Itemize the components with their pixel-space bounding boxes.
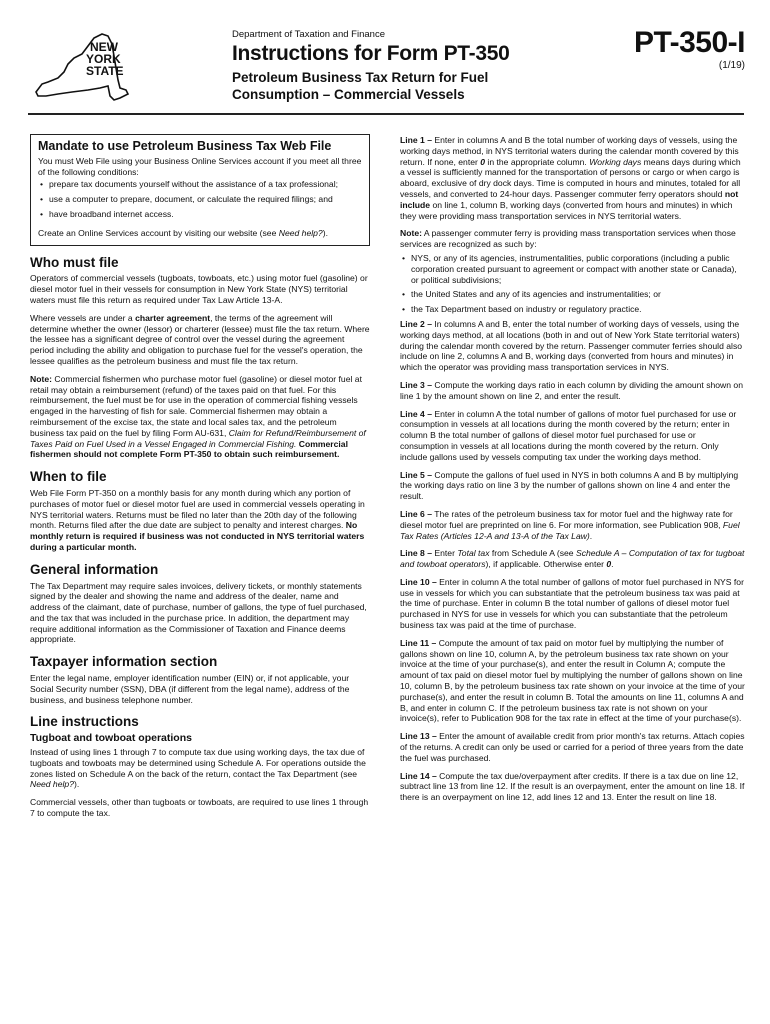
section-heading-line-instructions: Line instructions [30, 714, 139, 730]
tugboat-text: Instead of using lines 1 through 7 to compute tax due using working days, the tax due of tugboats and towboats may be determined using Schedule A. For operations outside the zones listed on Schedule A on the back of the return, contact the Tax Department (see Need help?). [30, 747, 366, 790]
need-help-link[interactable]: Need help? [30, 779, 74, 790]
who-must-file-text: Operators of commercial vessels (tugboats, towboats, etc.) using motor fuel (gasoline) or diesel motor fuel in their vessels for consumption in New York State (NYS) territorial waters must file this return as required under Tax Law Article 13-A. [30, 273, 368, 305]
ferry-note: Note: A passenger commuter ferry is providing mass transportation services when those services are recognized as such by: [400, 228, 736, 250]
general-information-text: The Tax Department may require sales invoices, delivery tickets, or monthly statements signed by the dealer and showing the name and address of the dealer, name and address of the claimant, date of purchase, number of gallons, the type of fuel purchased, and the tax that was included in the purchase price. In addition, the department may require additional information as the Commissioner of Taxation and Finance deems appropriate. [30, 580, 367, 645]
ferry-note-list [400, 253, 745, 315]
line-1-instruction: Line 1 – Enter in columns A and B the total number of working days of vessels, using the working days method, in NYS territorial waters during the calendar month covered by this return. If none, enter 0 in the appropriate column. Working days means days during which a vessel is sufficiently manned for the transportation of persons or cargo or when cargo is aboard, exclusive of dry dock days. Time is computed in hours and minutes, totaled for all vessels, and converted to 24-hour days. Passenger commuter ferry operators should not include on line 1, column B, working days (converted from hours and minutes) in which they were providing mass transportation services in NYS territorial waters. [400, 135, 741, 221]
line-8-instruction: Line 8 – Enter Total tax from Schedule A (see Schedule A – Computation of tax for tugboat and towboat operators), if applicable. Otherwise enter 0. [400, 548, 745, 570]
mandate-box [30, 134, 370, 246]
section-heading-taxpayer-information: Taxpayer information section [30, 654, 218, 670]
form-code: PT-350-I [633, 26, 745, 59]
mandate-create-account: Create an Online Services account by visiting our website (see Need help?). [38, 227, 328, 238]
need-help-link[interactable]: Need help? [278, 227, 323, 238]
when-to-file-text: Web File Form PT-350 on a monthly basis for any month during which any portion of purchases of motor fuel or diesel motor fuel are used in commercial vessels operating in NYS territorial waters. Returns must be filed no later than the 20th day of the following month. Returns filed after the due date are subject to penalty and interest charges. No monthly return is required if business was not conducted in NYS territorial waters during a particular month. [30, 487, 365, 552]
ferry-note-item: • NYS, or any of its agencies, instrumentalities, public corporations (including a public corporation created pursuant to agreement or compact with another state or Canada), or political subdivisions; [411, 253, 745, 285]
line-5-instruction: Line 5 – Compute the gallons of fuel used in NYS in both columns A and B by multiplying the working days ratio on line 3 by the number of gallons shown on line 4 and enter the result. [400, 469, 739, 502]
mandate-intro: You must Web File using your Business Online Services account if you meet all three of the following conditions: [38, 155, 362, 177]
revision-date: (1/19) [718, 60, 745, 71]
charter-agreement-text: Where vessels are under a charter agreement, the terms of the agreement will determine whether the owner (lessor) or charterer (lessee) must file the tax return. Where the lessee has a significant degree of control over the vessel during the agreement period including the ability and obligation to purchase fuel for the vessel's operation, the lessee qualifies as the petroleum business and must file the tax return. [30, 312, 370, 366]
page-title: Instructions for Form PT-350 [232, 42, 510, 65]
mandate-condition: • use a computer to prepare, document, or calculate the required filings; and [49, 194, 362, 205]
subheading-tugboat: Tugboat and towboat operations [30, 732, 192, 745]
ferry-note-item: • the Tax Department based on industry or regulatory practice. [411, 304, 745, 315]
logo-text-state: STATE [86, 64, 124, 78]
line-6-instruction: Line 6 – The rates of the petroleum business tax for motor fuel and the highway rate for diesel motor fuel are preprinted on line 6. For more information, see Publication 908, Fuel Tax Rates (Articles 12-A and 13-A of the Tax Law). [400, 508, 740, 541]
section-heading-when-to-file: When to file [30, 469, 107, 485]
fishermen-note: Note: Commercial fishermen who purchase motor fuel (gasoline) or diesel motor fuel at retail may obtain a reimbursement (refund) of the taxes paid on that fuel. For this reimbursement, the fuel must be for use in the operation of commercial fishing vessels engaged in the harvesting of fish for sale. Commercial fishermen may obtain a reimbursement of the excise tax, the state and local sales tax, and the petroleum business tax paid on the fuel by filing Form AU-631, Claim for Refund/Reimbursement of Taxes Paid on Fuel Used in a Vessel Engaged in Commercial Fishing. Commercial fishermen should not complete Form PT-350 to obtain such reimbursement. [30, 373, 366, 460]
mandate-conditions [38, 179, 362, 219]
line-10-instruction: Line 10 – Enter in column A the total number of gallons of motor fuel purchased in NYS for use in vessels for which you can substantiate that the petroleum business tax was paid at the time of purchase. Enter in column B the total number of gallons of diesel motor fuel purchased in NYS for use in vessels for which you can substantiate that the petroleum business tax was paid at the time of purchase. [400, 576, 744, 631]
line-14-instruction: Line 14 – Compute the tax due/overpayment after credits. If there is a tax due on line 12, subtract line 13 from line 12. If the result is an overpayment, enter the amount on line 18. If there is an overpayment on line 12, add lines 12 and 13. Enter the result on line 18. [400, 770, 745, 803]
line-13-instruction: Line 13 – Enter the amount of available credit from prior month's tax returns. Attach copies of the returns. A credit can only be used or carried for a period of three years from the date the fuel was purchased. [400, 731, 745, 763]
left-column [30, 134, 370, 826]
ferry-note-item: • the United States and any of its agencies and instrumentalities; or [411, 289, 745, 300]
section-heading-who-must-file: Who must file [30, 254, 119, 270]
header-divider [28, 113, 744, 115]
line-3-instruction: Line 3 – Compute the working days ratio in each column by dividing the amount shown on line 1 by the amount shown on line 2, and enter the result. [400, 379, 743, 401]
mandate-heading: Mandate to use Petroleum Business Tax Web File [38, 139, 332, 153]
right-column [400, 135, 745, 810]
section-heading-general-information: General information [30, 561, 159, 577]
new-york-state-logo [28, 22, 138, 108]
mandate-condition: • have broadband internet access. [49, 209, 362, 220]
taxpayer-information-text: Enter the legal name, employer identification number (EIN) or, if not applicable, your Social Security number (SSN), DBA (if different from the legal name), address of the business, and business telephone number. [30, 673, 350, 705]
logo-text-york: YORK [86, 52, 121, 66]
mandate-condition: • prepare tax documents yourself without the assistance of a tax professional; [49, 179, 362, 190]
line-4-instruction: Line 4 – Enter in column A the total number of gallons of motor fuel purchased for use or consumption in vessels at all locations during the month covered by the return; enter in column B the total number of gallons of diesel motor fuel purchased for use or consumption in vessels at all locations during the month covered by the return. Only include gallons used by vessels computing tax under the working days method. [400, 408, 737, 462]
logo-text-new: NEW [90, 40, 118, 54]
page-subtitle: Petroleum Business Tax Return for Fuel Consumption – Commercial Vessels [232, 70, 489, 102]
line-2-instruction: Line 2 – In columns A and B, enter the total number of working days of vessels, using the working days method, at all locations (both in and out of New York State territorial waters) during the calendar month covered by the return. Passenger commuter ferries should also include on line 2, columns A and B, working days (converted from hours and minutes) in which the operator was providing mass transportation services in NYS. [400, 318, 743, 373]
line-11-instruction: Line 11 – Compute the amount of tax paid on motor fuel by multiplying the number of gallons shown on line 10, column A, by the petroleum business tax rate shown on your invoice at the time of your purchase(s), and enter the result in Column A; compute the amount of tax paid on diesel motor fuel by multiplying the number of gallons shown on line 10, column B, by the petroleum business tax rate shown on your invoice at the time of your purchase(s), and enter the result in column B. Total the amounts on line 11, columns A and B, and enter in column C. If the petroleum business tax rate is not shown on your invoice(s), refer to Publication 908 for the tax rate in effect at the time of your purchase(s). [400, 637, 745, 724]
agency-name: Department of Taxation and Finance [232, 29, 385, 40]
commercial-vessels-text: Commercial vessels, other than tugboats or towboats, are required to use lines 1 through 7 to compute the tax. [30, 797, 369, 819]
